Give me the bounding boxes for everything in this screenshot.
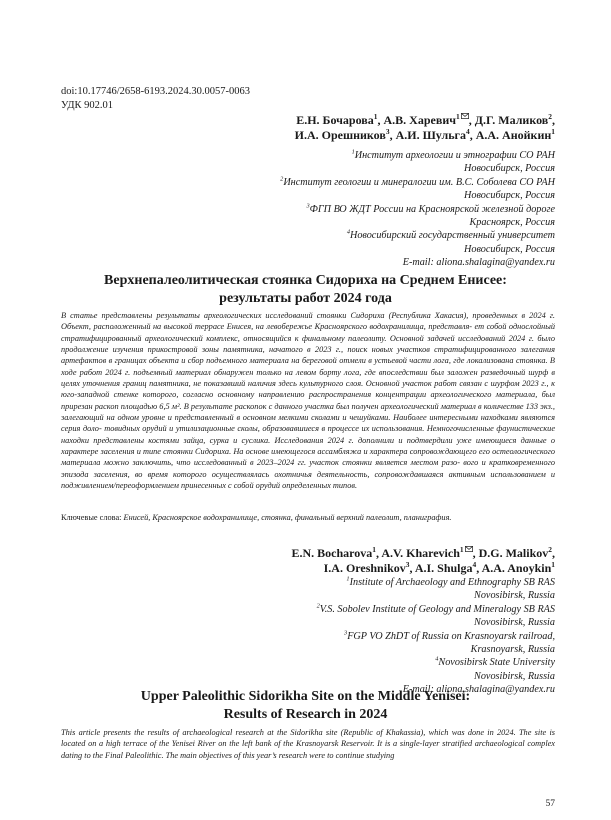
- affiliation-text: Krasnoyarsk, Russia: [470, 644, 555, 656]
- affiliation-line: [317, 670, 555, 683]
- affiliation-index: 2: [548, 545, 552, 554]
- author-separator: ,: [472, 546, 479, 560]
- affiliation-text: Новосибирск, Россия: [464, 243, 555, 255]
- author-separator: ,: [377, 113, 384, 127]
- affiliation-text: Institute of Archaeology and Ethnography SB RAS: [349, 577, 555, 588]
- ru-abstract: [61, 310, 555, 492]
- affiliation-line: [317, 643, 555, 656]
- affiliation-text: Красноярск, Россия: [469, 217, 555, 229]
- abstract-line: основному направлению распространения концентрации археологического материала, был прирезан раскоп площадью 6,5 м².: [61, 390, 556, 411]
- abstract-paragraph: [61, 310, 555, 492]
- en-abstract: [61, 727, 555, 761]
- abstract-line: задачей исследований 2024 г. было продолжение изучения прикостровой зоны памятника, начатого в 2023 г., поиск новых: [61, 333, 555, 355]
- author-separator: ,: [552, 113, 555, 127]
- abstract-line: остеологического материала можно заключить, что исследованный в 2023–2024 гг. участок стоянки является местом разо-: [61, 447, 555, 468]
- affiliation-text: Новосибирский государственный университет: [349, 230, 555, 242]
- abstract-line: stratified archaeological complex dating to the Final Paleolithic. The main objectives of this year’s research were to continue studying: [61, 739, 555, 760]
- affiliation-line: [280, 189, 555, 202]
- affiliation-text: FGP VO ZhDT of Russia on Krasnoyarsk railroad,: [347, 630, 555, 642]
- author-name: А.А. Анойкин: [475, 128, 552, 142]
- affiliation-index: 1: [351, 148, 355, 156]
- abstract-line: ет собой однослойный стратифицированный археологический комплекс, относящийся к финальному палеолиту. Основной: [61, 322, 556, 343]
- affiliation-index: 4: [346, 229, 350, 237]
- affiliation-line: [280, 203, 555, 216]
- affiliation-text: Новосибирск, Россия: [464, 163, 555, 175]
- affiliation-index: 4: [465, 127, 470, 136]
- author-name: I.A. Oreshnikov: [323, 561, 406, 575]
- en-authors-line2: [291, 561, 555, 576]
- en-title-line2: Results of Research in 2024: [223, 707, 388, 722]
- abstract-line: товидных орудий и утилизационные сколы, образовавшиеся в процессе их использования. Немногочисленные фаунистические: [104, 424, 556, 434]
- ru-affiliations: [280, 149, 555, 270]
- affiliation-text: V.S. Sobolev Institute of Geology and Mineralogy SB RAS: [319, 603, 555, 615]
- en-article-title: [40, 688, 571, 724]
- affiliation-line: [280, 149, 555, 162]
- udk-code: УДК 902.01: [61, 100, 114, 111]
- author-name: D.G. Malikov: [478, 546, 549, 560]
- author-name: Е.Н. Бочарова: [296, 113, 374, 127]
- abstract-line: в 2024 г. Объект, расположенный на высокой террасе Енисея, на левобережье Красноярского водохранилища, представля-: [61, 311, 555, 332]
- ru-keywords: [61, 512, 555, 523]
- author-name: И.А. Орешников: [294, 128, 386, 142]
- author-separator: ,: [409, 561, 415, 575]
- author-separator: ,: [468, 113, 475, 127]
- en-affiliations: [317, 576, 555, 697]
- affiliation-index: 1: [372, 545, 376, 554]
- affiliation-text: E-mail: aliona.shalagina@yandex.ru: [402, 257, 555, 269]
- abstract-line: левом борту лога, где впоследствии был заложен разведочный шурф в целях уточнения границ памятника, не показавший: [61, 367, 555, 389]
- author-separator: ,: [552, 546, 555, 560]
- abstract-line: 2024. The site is located on a high terrace of the Yenisei River on the left bank of the Krasnoyarsk Reservoir. It is a single-layer: [61, 728, 555, 749]
- affiliation-line: [317, 656, 555, 669]
- abstract-line: В статье представлены результаты археологических исследований стоянки Сидориха (Республика Хакасия), проведенных: [61, 311, 522, 320]
- affiliation-text: Novosibirsk, Russia: [474, 670, 555, 682]
- affiliation-index: 2: [316, 602, 320, 610]
- affiliation-index: 1: [551, 127, 555, 136]
- affiliation-line: [280, 243, 555, 256]
- affiliation-line: [317, 630, 555, 643]
- envelope-icon: [461, 113, 469, 119]
- author-name: A.I. Shulga: [414, 561, 473, 575]
- affiliation-index: 1: [551, 560, 555, 569]
- affiliation-index: 2: [548, 112, 552, 121]
- affiliation-text: Институт геологии и минералогии им. В.С. Соболева СО РАН: [283, 176, 555, 188]
- affiliation-text: Novosibirsk, Russia: [474, 617, 555, 629]
- affiliation-line: [280, 216, 555, 229]
- affiliation-text: Novosibirsk State University: [438, 657, 555, 669]
- author-name: А.И. Шульга: [395, 128, 466, 142]
- affiliation-line: [280, 256, 555, 269]
- envelope-icon: [465, 546, 473, 552]
- abstract-line: наличия здесь культурного слоя. Основной участок работ связан с шурфом 2023 г., к юго-западной стенке которого, согласно: [61, 379, 555, 400]
- abstract-line: отмели в устьевой части лога, где локализована стоянка. В ходе работ 2024 г. подъемный материал обнаружен только на: [61, 356, 555, 377]
- affiliation-line: [280, 229, 555, 242]
- author-name: A.V. Kharevich: [381, 546, 460, 560]
- affiliation-text: E-mail: aliona.shalagina@yandex.ru: [402, 684, 555, 696]
- ru-article-title: [40, 272, 571, 308]
- affiliation-index: 2: [280, 175, 284, 183]
- affiliation-index: 4: [435, 656, 439, 664]
- en-authors-line1: [291, 546, 555, 561]
- affiliation-line: [317, 616, 555, 629]
- page-number: 57: [545, 799, 555, 809]
- ru-authors: [295, 113, 555, 143]
- en-authors: [291, 546, 555, 576]
- affiliation-text: Институт археологии и этнографии СО РАН: [354, 150, 555, 161]
- affiliation-line: [317, 603, 555, 616]
- author-separator: ,: [375, 546, 382, 560]
- author-separator: ,: [469, 128, 476, 142]
- affiliation-line: [280, 176, 555, 189]
- affiliation-index: 3: [385, 127, 390, 136]
- author-name: A.A. Anoykin: [481, 561, 552, 575]
- affiliation-index: 4: [472, 560, 477, 569]
- affiliation-text: ФГП ВО ЖДТ России на Красноярской железной дороге: [309, 203, 555, 215]
- affiliation-text: Новосибирск, Россия: [464, 190, 555, 202]
- abstract-line: В результате раскопок с данного участка был получен археологический материал в количестве 133 экз., залегающий на одном: [61, 401, 555, 423]
- author-separator: ,: [389, 128, 396, 142]
- abstract-line: This article presents the results of archaeological research at the Sidorikha site (Republic of Khakassia), which was done in: [61, 728, 497, 737]
- abstract-paragraph: [61, 727, 555, 761]
- affiliation-index: 1: [456, 112, 460, 121]
- abstract-line: вого и кратковременного эпизода заселения, во время которого осуществлялась охотничья деятельность, сопровождавшаяся: [61, 458, 555, 479]
- affiliation-index: 3: [405, 560, 410, 569]
- affiliation-line: [317, 576, 555, 589]
- affiliation-line: [317, 589, 555, 602]
- ru-authors-line2: [295, 128, 555, 143]
- en-title-line1: Upper Paleolithic Sidorikha Site on the Middle Yenisei:: [140, 689, 471, 704]
- doi: doi:10.17746/2658-6193.2024.30.0057-0063: [61, 86, 250, 97]
- affiliation-index: 1: [373, 112, 378, 121]
- author-separator: ,: [476, 561, 482, 575]
- abstract-line: о характере заселения и типе стоянки Сидориха. На основе имеющегося ассамбляжа и характера сопровождающего его: [61, 435, 555, 457]
- author-name: А.В. Харевич: [383, 113, 456, 127]
- ru-title-line2: результаты работ 2024 года: [219, 291, 392, 306]
- abstract-line: участков стратифицированного залегания артефактов в границах объекта и сбор подъемного материала на береговой: [61, 345, 556, 366]
- affiliation-index: 1: [346, 575, 350, 583]
- ru-title-line1: Верхнепалеолитическая стоянка Сидориха на Среднем Енисее:: [104, 273, 507, 288]
- author-name: Д.Г. Маликов: [474, 113, 549, 127]
- ru-authors-line1: [295, 113, 555, 128]
- affiliation-index: 3: [306, 202, 310, 210]
- keywords-value: Енисей, Красноярское водохранилище, стоянка, финальный верхний палеолит, планиграфия.: [123, 513, 452, 522]
- keywords-label: Ключевые слова:: [61, 513, 124, 522]
- affiliation-line: [280, 162, 555, 175]
- abstract-line: активным использованием и подживлением/переоформлением принесенных с собой орудий определенных типов.: [61, 469, 555, 491]
- affiliation-index: 3: [344, 629, 348, 637]
- abstract-line: уровне и представленный в основном мелкими сколами и чешуйками. Наиболее интересными находками являются серия доло-: [61, 413, 556, 434]
- author-name: E.N. Bocharova: [291, 546, 373, 560]
- abstract-line: находки представлены костями зайца, сурка и суслика. Исследования 2024 г. дополнили и подтвердили уже имеющиеся данные: [61, 435, 551, 445]
- affiliation-index: 1: [459, 545, 464, 554]
- affiliation-text: Novosibirsk, Russia: [474, 590, 555, 602]
